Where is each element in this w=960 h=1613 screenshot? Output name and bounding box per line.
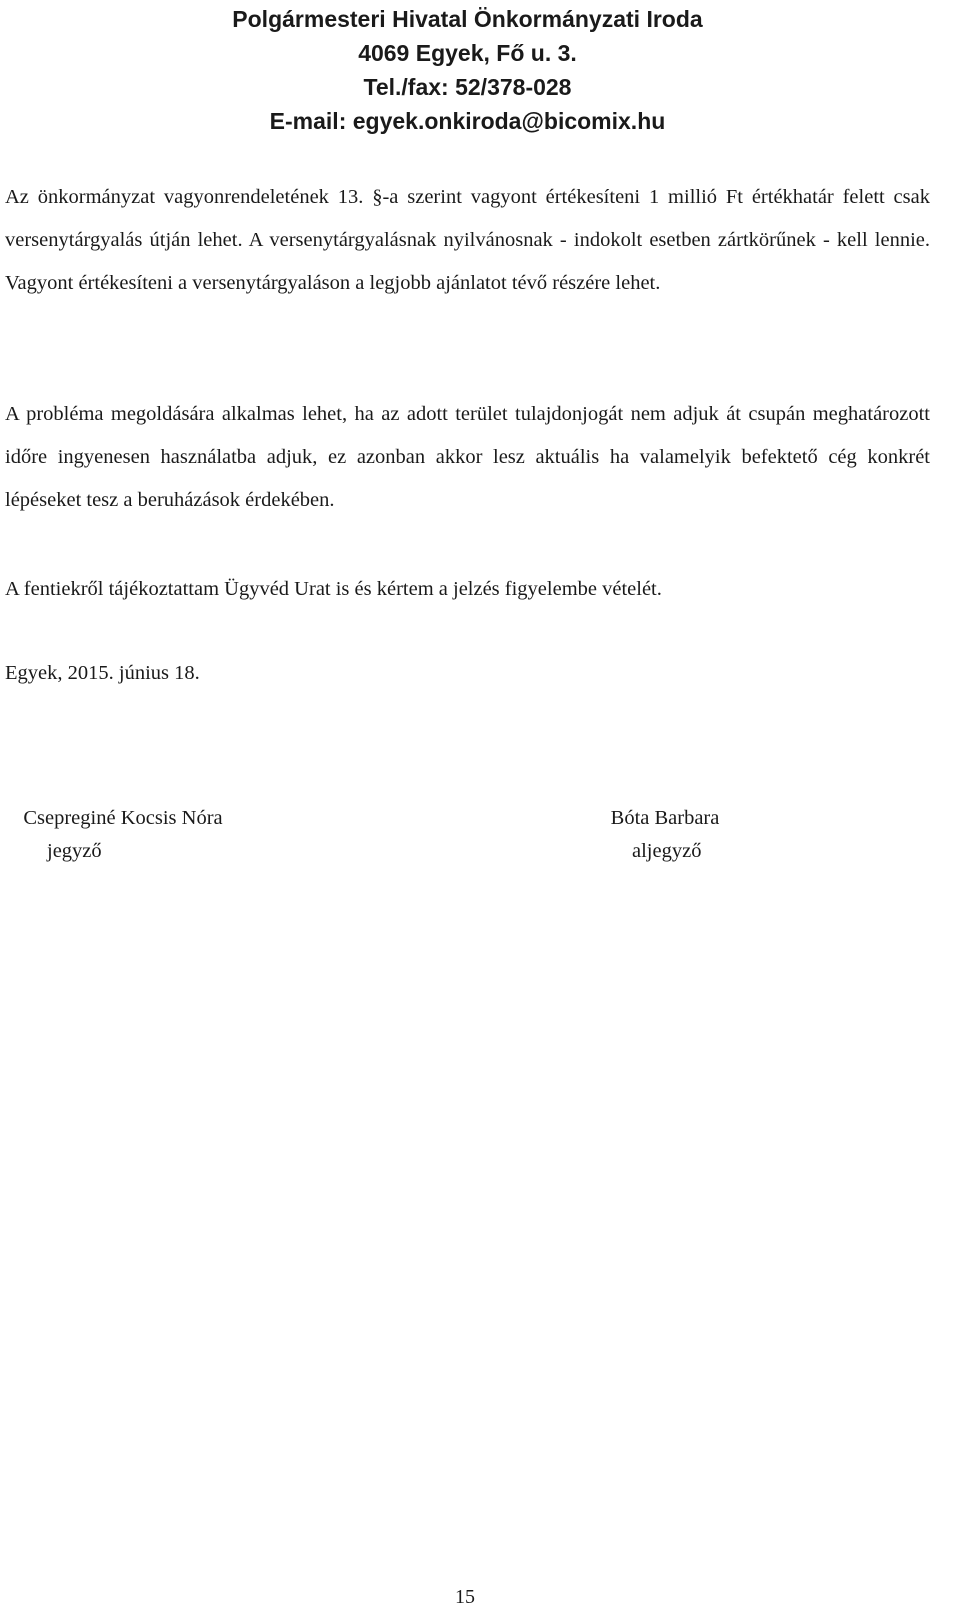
office-address: 4069 Egyek, Fő u. 3. [358,40,577,66]
signature-block-right [598,802,732,868]
paragraph-notification: A fentiekről tájékoztattam Ügyvéd Urat is és kértem a jelzés figyelembe vételét. [5,578,662,600]
signatory-role-left: jegyző [47,840,102,862]
office-phone: Tel./fax: 52/378-028 [363,74,572,100]
page-number: 15 [455,1586,475,1608]
paragraph-proposed-solution: A probléma megoldására alkalmas lehet, ha az adott terület tulajdonjogát nem adjuk át csupán meghatározott időre ingyenesen használatba adjuk, ez azonban akkor lesz aktuális ha valamelyik befektető cég konkrét lépéseket tesz a beruházások érdekében. [5,403,930,511]
office-name: Polgármesteri Hivatal Önkormányzati Iroda [232,6,703,32]
signatory-role-right: aljegyző [632,840,702,862]
paragraph-asset-sale-rules: Az önkormányzat vagyonrendeletének 13. §-a szerint vagyont értékesíteni 1 millió Ft értékhatár felett csak versenytárgyalás útján lehet. A versenytárgyalásnak nyilvánosnak - indokolt esetben zártkörűnek - kell lennie. Vagyont értékesíteni a versenytárgyaláson a legjobb ajánlatot tévő részére lehet. [5,186,930,294]
date-line: Egyek, 2015. június 18. [5,662,200,684]
signatory-name-right: Bóta Barbara [610,807,720,829]
signatory-name-left: Csepreginé Kocsis Nóra [23,807,223,829]
signature-block-left [5,802,241,868]
office-email: E-mail: egyek.onkiroda@bicomix.hu [269,108,666,134]
letterhead [0,2,935,138]
